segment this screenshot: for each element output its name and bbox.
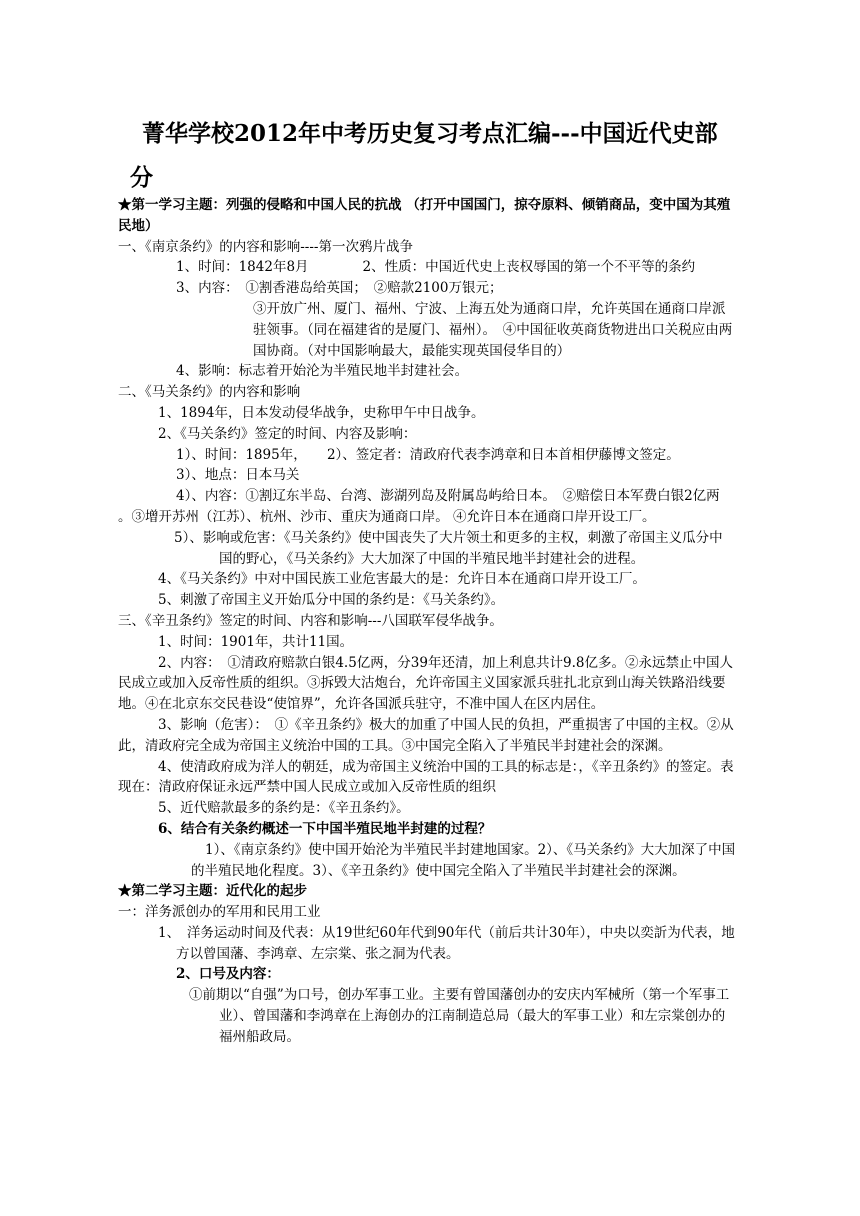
section3-item6a: 1）、《南京条约》使中国开始沦为半殖民半封建地国家。2）、《马关条约》大大加深了中国的半殖民地化程度。3）、《辛丑条约》使中国完全陷入了半殖民半封建社会的深渊。 — [191, 841, 736, 879]
theme2-section1-heading: 一：洋务派创办的军用和民用工业 — [118, 904, 321, 921]
theme1-heading: ★第一学习主题：列强的侵略和中国人民的抗战 （打开中国国门，掠夺原料、倾销商品，变中国为其殖民地） — [118, 197, 731, 234]
section2-item2a: 1）、时间：1895年， 2）、签定者：清政府代表李鸿章和日本首相伊藤博文签定。 — [176, 446, 680, 463]
section2-heading: 二、《马关条约》的内容和影响 — [118, 384, 301, 401]
section1-content-b: ③开放广州、厦门、福州、宁波、上海五处为通商口岸，允许英国在通商口岸派驻领事。（同在福建省的是厦门、福州）。 ④中国征收英商货物进出口关税应由两国协商。（对中国影响最大，最能实现英国侵华目的） — [253, 300, 733, 359]
section3-item2: 2、内容： ①清政府赔款白银4.5亿两，分39年还清，加上利息共计9.8亿多。②永远禁止中国人民成立或加入反帝性质的组织。③拆毁大沽炮台，允许帝国主义国家派兵驻扎北京到山海关铁路沿线要地。④在北京东交民巷设“使馆界”，允许各国派兵驻守，不准中国人在区内居住。 — [118, 654, 733, 713]
section2-item2c: 4）、内容：①割辽东半岛、台湾、澎湖列岛及附属岛屿给日本。 ②赔偿日本军费白银2亿两 。③增开苏州（江苏）、杭州、沙市、重庆为通商口岸。 ④允许日本在通商口岸开设工厂。 — [118, 488, 720, 525]
section3-item4: 4、使清政府成为洋人的朝廷，成为帝国主义统治中国的工具的标志是：，《辛丑条约》的签定。表现在：清政府保证永远严禁中国人民成立或加入反帝性质的组织 — [118, 758, 734, 796]
section2-item2d: 5）、影响或危害：《马关条约》使中国丧失了大片领土和更多的主权，刺激了帝国主义瓜分中国的野心，《马关条约》大大加深了中国的半殖民地半封建社会的进程。 — [174, 529, 723, 567]
section2-item2: 2、《马关条约》签定的时间、内容及影响： — [158, 425, 417, 442]
theme2-section1-item1: 1、 洋务运动时间及代表：从19世纪60年代到90年代（前后共计30年），中央以奕訢为代表，地方以曾国藩、李鸿章、左宗棠、张之洞为代表。 — [158, 924, 735, 962]
theme2-heading: ★第二学习主题：近代化的起步 — [118, 883, 307, 900]
section2-item2b: 3）、地点：日本马关 — [176, 467, 300, 484]
section3-item5: 5、近代赔款最多的条约是：《辛丑条约》。 — [158, 800, 410, 817]
section1-content-a: 3、内容： ①割香港岛给英国； ②赔款2100万银元； — [176, 280, 503, 297]
theme2-section1-item2a: ①前期以“自强”为口号，创办军事工业。主要有曾国藩创办的安庆内军械所（第一个军事工业）、曾国藩和李鸿章在上海创办的江南制造总局（最大的军事工业）和左宗棠创办的福州船政局。 — [189, 987, 730, 1045]
document-title: 菁华学校2012年中考历史复习考点汇编---中国近代史部分 — [130, 120, 718, 191]
section3-item1: 1、时间：1901年，共计11国。 — [158, 633, 354, 650]
theme2-section1-item2: 2、口号及内容： — [176, 966, 280, 983]
section2-item5: 5、刺激了帝国主义开始瓜分中国的条约是：《马关条约》。 — [158, 592, 505, 609]
section3-heading: 三、《辛丑条约》签定的时间、内容和影响---八国联军侵华战争。 — [118, 612, 503, 629]
section3-item3: 3、影响（危害）： ①《辛丑条约》极大的加重了中国人民的负担，严重损害了中国的主权。②从此，清政府完全成为帝国主义统治中国的工具。③中国完全陷入了半殖民半封建社会的深渊。 — [118, 716, 734, 754]
section1-time-nature: 1、时间：1842年8月 2、性质：中国近代史上丧权辱国的第一个不平等的条约 — [176, 259, 696, 276]
section3-item6: 6、结合有关条约概述一下中国半殖民地半封建的过程？ — [158, 820, 492, 837]
section1-heading: 一、《南京条约》的内容和影响----第一次鸦片战争 — [118, 238, 413, 255]
section2-item4: 4、《马关条约》中对中国民族工业危害最大的是：允许日本在通商口岸开设工厂。 — [158, 571, 646, 588]
section1-effect: 4、影响：标志着开始沦为半殖民地半封建社会。 — [176, 363, 469, 380]
document-body — [118, 195, 736, 1048]
section2-item1: 1、1894年，日本发动侵华战争，史称甲午中日战争。 — [158, 404, 485, 421]
